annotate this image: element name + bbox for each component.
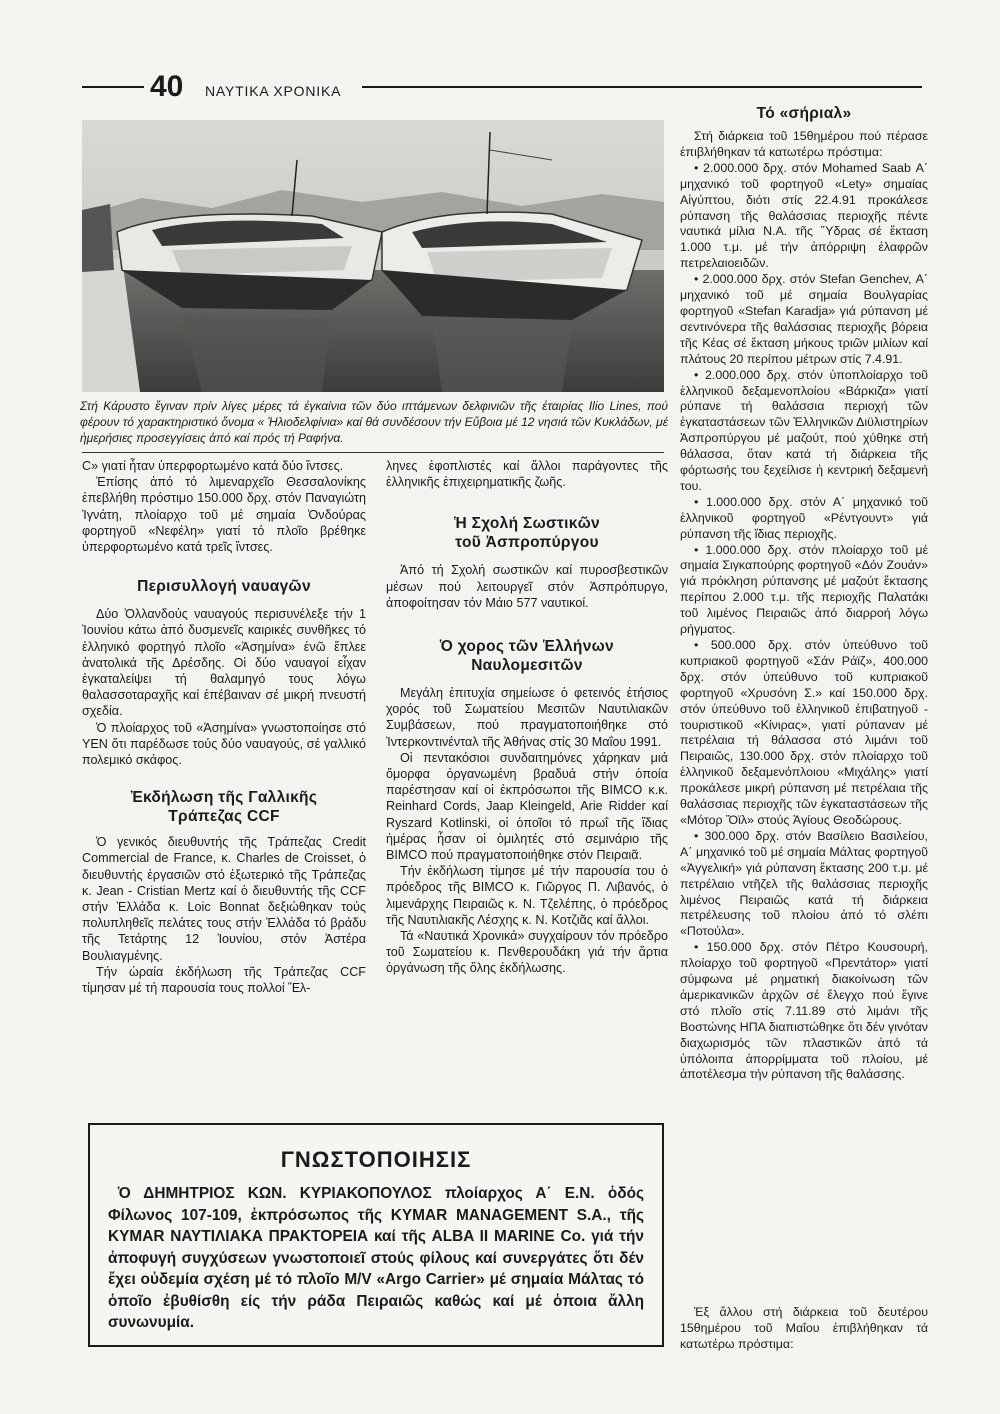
col3-item-5: • 1.000.000 δρχ. στόν πλοίαρχο τοῦ μέ σημαία Σιγκαπούρης φορτηγοῦ «Δόν Ζουάν» γιά πρόκληση ρύπανσης μέ μαζούτ ἔκτασης περίπου 2.000 τ.μ. τῆς περιοχῆς Παλατάκι τοῦ λιμένος Πειραιῶς ἀπό διαρροή λόγω ρήγματος. (680, 542, 928, 637)
hydrofoil-photo-icon (82, 120, 664, 392)
header-rule-left (82, 86, 144, 88)
column-3 (680, 104, 928, 1083)
col3-item-7: • 300.000 δρχ. στόν Βασίλειο Βασιλείου, Α΄ μηχανικό τοῦ μέ σημαία Μάλτας φορτηγοῦ «Ἀγγελική» γιά ρύπανση ἔκτασης 200 τ.μ. μέ πετρέλαιο ντῆζελ τῆς θαλάσσιας περιοχῆς λιμένος Πειραιῶς κατά τή διάρκεια πετρέλευσης τοῦ πλοίου ἀπό τό σλέπι «Ποτούλα». (680, 828, 928, 939)
notice-text (108, 1183, 644, 1334)
running-title: ΝΑΥΤΙΚΑ ΧΡΟΝΙΚΑ (205, 83, 342, 99)
col1-section1-para-2: Ὁ πλοίαρχος τοῦ «Ἀσημίνα» γνωστοποίησε στό ΥΕΝ ὅτι παρέδωσε τούς δύο ναυαγούς, σέ γαλλικό πολεμικό σκάφος. (82, 720, 366, 768)
photo-caption: Στή Κάρυστο ἔγιναν πρίν λίγες μέρες τά ἐγκαίνια τῶν δύο ιπτάμενων δελφινιῶν τῆς ἐταιρίας Ilio Lines, πού φέρουν τό χαρακτηριστικό ὄνομα « Ἡλιοδελφίνια» καί θά συνδέσουν τήν Εὔβοια μέ 12 νησιά τῶν Κυκλάδων, μέ ἡμερήσιες προσεγγίσεις ἀπό καί πρός τή Ραφήνα. (80, 399, 668, 445)
notice-paragraph: Ὁ ΔΗΜΗΤΡΙΟΣ ΚΩΝ. ΚΥΡΙΑΚΟΠΟΥΛΟΣ πλοίαρχος Α΄ Ε.Ν. ὁδός Φίλωνος 107-109, ἐκπρόσωπος τῆς KYMAR MANAGEMENT S.A., τῆς KYMAR ΝΑΥΤΙΛΙΑΚΑ ΠΡΑΚΤΟΡΕΙΑ καί τῆς ALBA II MARINE Co. γιά τήν ἀποφυγή συγχύσεων γνωστοποιεῖ στούς φίλους καί συνεργάτες ὅτι δέν ἔχει οὐδεμία σχέση μέ τό πλοῖο M/V «Argo Carrier» μέ σημαία Μάλτας τό ὁποῖο ἐβυθίσθη είς τήν ράδα Πειραιῶς καθώς καί μέ ὁποια ἄλλη συνωνυμία. (108, 1185, 644, 1331)
col3-item-1: • 2.000.000 δρχ. στόν Mohamed Saab Α΄ μηχανικό τοῦ φορτηγοῦ «Lety» σημαίας Αἰγύπτου, διότι στίς 22.4.91 προκάλεσε ρύπανση τῆς θαλάσσιας περιοχῆς πέντε ναυτικά μίλια Ν.Α. τῆς Ὕδρας σέ ἔκταση 1.000 τ.μ. μέ τήν ἀπόρριψη ἐλαφρῶν πετρελαιοειδῶν. (680, 160, 928, 271)
col3-item-3: • 2.000.000 δρχ. στόν ὑποπλοίαρχο τοῦ ἑλληνικοῦ δεξαμενοπλοίου «Βάρκιζα» γιατί ρύπανε τή θαλάσσια περιοχή τῶν ἐγκαταστάσεων τῶν Ἑλληνικῶν Διϋλιστηρίων Ἀσπροπύργου μέ μαζούτ, πού χύθηκε στή θάλασσα, ὅταν κατά τή διάρκεια τῆς φόρτωσής του ξεχείλισε ἡ κεντρική δεξαμενή του. (680, 367, 928, 493)
col2-section2-para-3: Τήν ἐκδήλωση τίμησε μέ τήν παρουσία του ὁ πρόεδρος τῆς BIMCO κ. Γιῶργος Π. Λιβανός, ὁ λιμενάρχης Πειραιῶς κ. Ν. Τζελέπης, ὁ πρόεδρος τῆς Ναυτιλιακῆς Λέσχης κ. Ν. Κοτζιᾶς καί ἄλλοι. (386, 864, 668, 927)
col3-intro: Στή διάρκεια τοῦ 15θημέρου πού πέρασε ἐπιβλήθηκαν τά κατωτέρω πρόστιμα: (680, 129, 928, 159)
col2-section1-title (386, 514, 668, 552)
col2-intro: ληνες ἐφοπλιστές καί ἄλλοι παράγοντες τῆς ἑλληνικῆς ἐπιχειρηματικῆς ζωῆς. (386, 459, 668, 490)
col1-section2-para-2: Τήν ὡραία ἐκδήλωση τῆς Τράπεζας CCF τίμησαν μέ τή παρουσία τους πολλοί Ἕλ- (82, 964, 366, 996)
col1-section1-para-1: Δύο Ὀλλανδούς ναυαγούς περισυνέλεξε τήν 1 Ἰουνίου κάτω ἀπό δυσμενεῖς καιρικές συνθῆκες τό ἑλληνικό φορτηγό πλοῖο «Ἀσημίνα» ἐνῶ ἔπλεε ἀνατολικά τῆς Δρέσδης. Οἱ δύο ναυαγοί εἶχαν ἐγκαταλείψει τή θαλαμηγό τους λόγω θαλασσοταραχῆς καί ἐπέβαιναν σέ μικρή πνευστή σχεδία. (82, 607, 366, 719)
col2-section2-title-line1: Ὁ χορος τῶν Ἑλλήνων (440, 638, 614, 656)
col1-intro-1: C» γιατί ἦταν ὑπερφορτωμένο κατά δύο ἴντσες. (82, 459, 344, 473)
notice-title: ΓΝΩΣΤΟΠΟΙΗΣΙΣ (280, 1147, 472, 1172)
col1-section2-title (82, 788, 366, 826)
col1-section2-title-line2: Τράπεζας CCF (168, 808, 280, 826)
col3-item-2: • 2.000.000 δρχ. στόν Stefan Genchev, Α΄ μηχανικό τοῦ μέ σημαία Βουλγαρίας φορτηγοῦ «Stefan Karadja» γιά ρύπανση μέ σεντινόνερα τῆς θαλάσσιας περιοχῆς βόρεια τῆς Κέας σέ ἔκταση μήκους τριῶν μιλίων καί πλάτους 20 περίπου μέτρων στίς 7.4.91. (680, 272, 928, 366)
col1-section1-title: Περισυλλογή ναυαγῶν (137, 578, 311, 596)
col3-title: Τό «σήριαλ» (756, 105, 852, 122)
hydrofoil-photo (82, 120, 664, 392)
header-rule-right (362, 86, 922, 88)
col1-intro-2: Ἐπίσης ἀπό τό λιμεναρχεῖο Θεσσαλονίκης ἐπεβλήθη πρόστιμο 150.000 δρχ. στόν Παναγιώτη Ἰγνάτη, πλοίαρχο τοῦ μέ σημαία Ὀνδούρας φορτηγοῦ «Νεφέλη» γιατί τό πλοῖο βρέθηκε ὑπερφορτωμένο κατά τρεῖς ἴντσες. (82, 475, 366, 555)
column-1 (82, 458, 366, 996)
col2-section1-title-line2: τοῦ Ἀσπροπύργου (455, 534, 599, 552)
col2-section2-para-2: Οἱ πεντακόσιοι συνδαιτημόνες χάρηκαν μιά ὄμορφα ὀργανωμένη βραδυά στήν ὁποία παρέστησαν καί οἱ ἐκπρόσωποι τῆς BIMCO κ.κ. Reinhard Cords, Jaap Kleingeld, Arie Ridder καί Ryszard Kotlinski, οἱ ὁποῖοι τό πρωΐ τῆς ἴδιας ἡμέρας ἦσαν οἱ ὁμιλητές στό σεμινάριο τῆς BIMCO πού πραγματοποιήθηκε στόν Πειραιᾶ. (386, 750, 668, 863)
column-2 (386, 458, 668, 977)
col2-section2-title-line2: Ναυλομεσιτῶν (471, 657, 583, 675)
col2-section1-title-line1: Ἡ Σχολή Σωστικῶν (454, 515, 600, 533)
col1-section2-title-line1: Ἐκδήλωση τῆς Γαλλικῆς (130, 789, 318, 807)
col2-section1-para-1: Ἀπό τή Σχολή σωστικῶν καί πυροσβεστικῶν μέσων πού λειτουργεῖ στόν Ἀσπρόπυργο, ἀποφοίτησαν τόν Μάιο 577 ναυτικοί. (386, 563, 668, 610)
col3-closing: Ἐξ ἄλλου στή διάρκεια τοῦ δευτέρου 15θημέρου τοῦ Μαΐου ἐπιβλήθηκαν τά κατωτέρω πρόστιμα: (680, 1305, 928, 1351)
col3-item-4: • 1.000.000 δρχ. στόν Α΄ μηχανικό τοῦ ἑλληνικοῦ φορτηγοῦ «Ρέντγουντ» γιά ρύπανση τῆς ἴδιας περιοχῆς. (680, 494, 928, 541)
col2-section2-para-4: Τά «Ναυτικά Χρονικά» συγχαίρουν τόν πρόεδρο τοῦ Σωματείου κ. Πενθερουδάκη γιά τήν ἄρτια ὀργάνωση τῆς ὅλης ἐκδήλωσης. (386, 929, 668, 976)
col1-section2-para-1: Ὁ γενικός διευθυντής τῆς Τράπεζας Credit Commercial de France, κ. Charles de Croisset, ὁ διευθυντής ἐργασιῶν στό ἐξωτερικό τῆς Τράπεζας κ. Jean - Cristian Mertz καί ὁ διευθυντής τῆς CCF στήν Ἑλλάδα κ. Loic Bonnat δεξιώθηκαν τούς πολυπληθεῖς πελάτες τους στήν Ἑλλάδα τό βράδυ τῆς Τετάρτης 12 Ἰουνίου, στόν Ἀστέρα Βουλιαγμένης. (82, 835, 366, 963)
page-number: 40 (150, 70, 184, 103)
caption-rule (82, 452, 664, 453)
col3-item-6: • 500.000 δρχ. στόν ὑπεύθυνο τοῦ κυπριακοῦ φορτηγοῦ «Σάν Ράϊζ», 400.000 δρχ. στόν ὑπεύθυνο τοῦ κυπριακοῦ φορτηγοῦ «Χρυσόνη Σ.» καί 150.000 δρχ. στόν ὑπεύθυνο τοῦ ἑλληνικοῦ ἐπιβατηγοῦ - τουριστικοῦ «Κίνιρας», γιατί ρύπαναν μέ πετρέλαια τή θάλασσα στό λιμάνι τοῦ Πειραιῶς, 130.000 δρχ. στόν πλοίαρχο τοῦ ἑλληνικοῦ δεξαμενόπλοιου «Μιχάλης» γιατί προκάλεσε μικρή ρύπανση μέ πετρέλαια τῆς θαλάσσιας περιοχῆς τῶν ἐγκαταστάσεων τῆς «Μότορ Ὄϊλ» στούς Ἁγίους Θεοδώρους. (680, 638, 928, 827)
notice-box (88, 1123, 664, 1347)
col2-section2-para-1: Μεγάλη ἐπιτυχία σημείωσε ὁ φετεινός ἐτήσιος χορός τοῦ Σωματείου Μεσιτῶν Ναυτιλιακῶν Συμβάσεων, πού πραγματοποιήθηκε στό Ἰντερκοντινένταλ τῆς Ἀθήνας στίς 30 Μαΐου 1991. (386, 686, 668, 749)
col2-section2-title (386, 637, 668, 675)
col3-item-8: • 150.000 δρχ. στόν Πέτρο Κουσουρή, πλοίαρχο τοῦ φορτηγοῦ «Πρεντάτορ» γιατί σύμφωνα μέ ρηματική διακοίνωση τῶν ἀμερικανικῶν ἀρχῶν σέ ἔλεγχο πού ἔγινε στό πλοῖο στίς 7.11.89 στό λιμάνι τῆς Βοστώνης ΗΠΑ διαπιστώθηκε ὅτι δέν γινόταν διαχωρισμός τῶν πλαστικῶν ἀπό τά ὑπόλοιπα ἀπορρίμματα τοῦ πλοίου, μέ ἀποτέλεσμα τήν ρύπανση τῆς θαλάσσης. (680, 940, 928, 1082)
